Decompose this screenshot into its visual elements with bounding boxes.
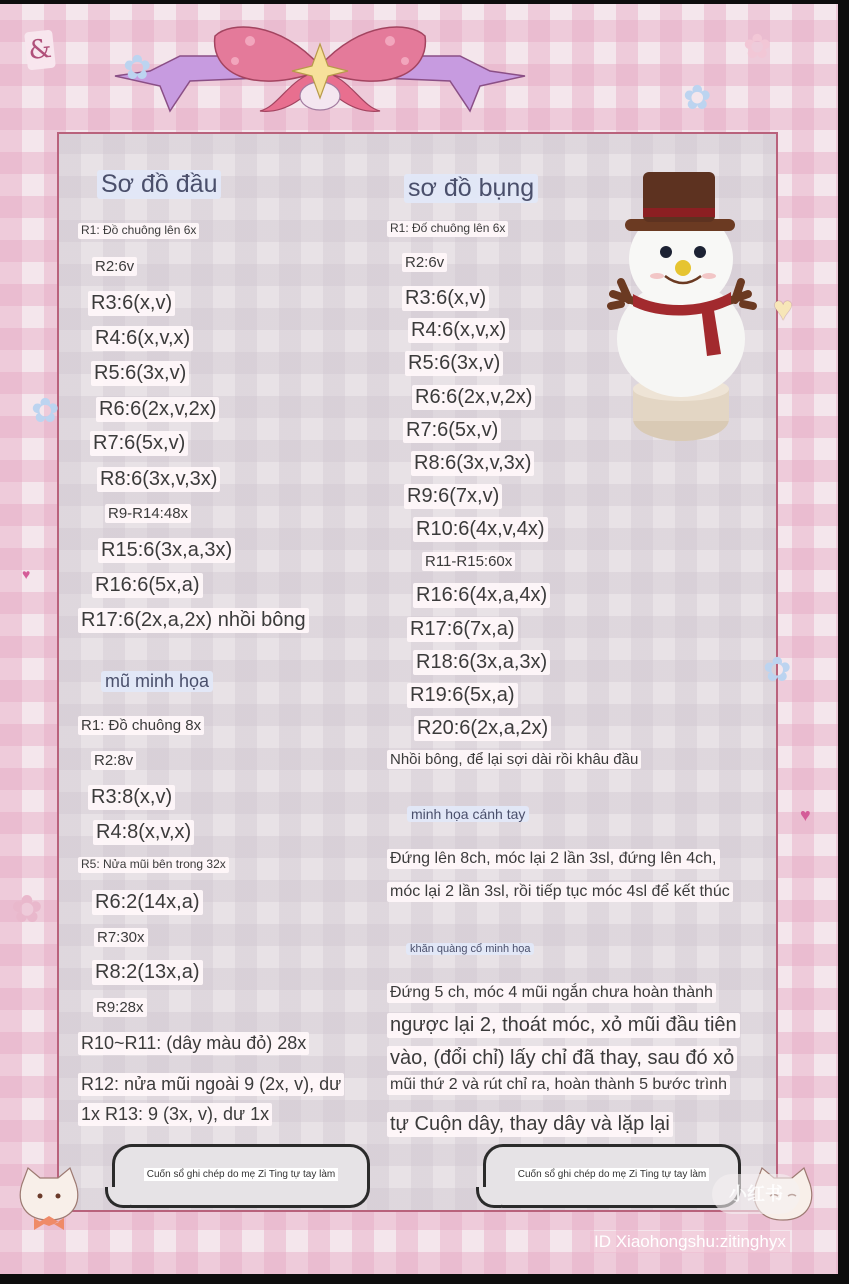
pattern-row: R10~R11: (dây màu đỏ) 28x (78, 1032, 309, 1055)
bubble-text: Cuốn sổ ghi chép do mẹ Zi Ting tự tay làm (515, 1168, 709, 1181)
speech-bubble-right (483, 1144, 741, 1208)
instruction-line: Đứng 5 ch, móc 4 mũi ngắn chưa hoàn thành (387, 983, 716, 1003)
pattern-row: R1: Đồ chuông 8x (78, 716, 204, 735)
flower-icon: ✿ (763, 651, 792, 689)
pattern-row: R2:6v (402, 253, 447, 272)
pattern-row: R17:6(2x,a,2x) nhồi bông (78, 608, 309, 633)
pattern-row: R3:6(x,v) (88, 291, 175, 316)
pattern-row: R6:6(2x,v,2x) (96, 397, 219, 422)
pattern-row: R20:6(2x,a,2x) (414, 716, 551, 741)
notebook-page (0, 4, 838, 1274)
pattern-row: R5:6(3x,v) (91, 361, 189, 386)
pattern-row: R10:6(4x,v,4x) (413, 517, 548, 542)
bow-ribbon-icon (110, 16, 530, 116)
head-pattern-title: Sơ đồ đầu (97, 170, 221, 199)
pattern-row: R9:28x (93, 998, 147, 1017)
instruction-line: vào, (đổi chỉ) lấy chỉ đã thay, sau đó xỏ (387, 1046, 737, 1071)
scarf-pattern-title: khăn quàng cổ minh họa (406, 943, 534, 955)
pattern-row: R4:8(x,v,x) (93, 820, 194, 845)
pattern-row: R19:6(5x,a) (407, 683, 518, 708)
flower-icon: ✿ (11, 889, 43, 931)
pattern-row: R3:6(x,v) (402, 286, 489, 311)
instruction-line: Đứng lên 8ch, móc lại 2 lần 3sl, đứng lên 4ch, (387, 849, 720, 869)
flower-icon: ✿ (743, 28, 772, 66)
heart-icon: ♥ (22, 566, 31, 582)
pattern-row: R2:8v (91, 751, 136, 770)
pattern-row: R2:6v (92, 257, 137, 276)
pattern-row: R3:8(x,v) (88, 785, 175, 810)
flower-icon: ✿ (683, 79, 712, 117)
pattern-row: R9-R14:48x (105, 504, 191, 523)
bubble-text: Cuốn sổ ghi chép do mẹ Zi Ting tự tay làm (144, 1168, 338, 1181)
flower-icon: ✿ (31, 392, 60, 430)
pattern-row: R8:6(3x,v,3x) (97, 467, 220, 492)
pattern-row: R7:6(5x,v) (403, 418, 501, 443)
pattern-row: R9:6(7x,v) (404, 484, 502, 509)
author-watermark: ID Xiaohongshu:zitinghyx (590, 1231, 790, 1253)
pattern-row: R16:6(4x,a,4x) (413, 583, 550, 608)
pattern-row: R4:6(x,v,x) (408, 318, 509, 343)
speech-bubble-left (112, 1144, 370, 1208)
heart-icon: ♥ (800, 805, 811, 825)
pattern-row: R12: nửa mũi ngoài 9 (2x, v), dư (78, 1073, 344, 1096)
snowman-photo (603, 164, 773, 444)
cat-icon (14, 1164, 84, 1234)
pattern-row: R5:6(3x,v) (405, 351, 503, 376)
pattern-row: R15:6(3x,a,3x) (98, 538, 235, 563)
pattern-row: R11-R15:60x (422, 552, 515, 571)
xiaohongshu-logo: 小红书 (712, 1174, 800, 1214)
instruction-line: ngược lại 2, thoát móc, xỏ mũi đầu tiên (387, 1013, 740, 1038)
heart-icon: ♥ (773, 290, 794, 328)
pattern-row: Nhồi bông, để lại sợi dài rồi khâu đầu (387, 750, 641, 769)
pattern-row: R17:6(7x,a) (407, 617, 518, 642)
hat-pattern-title: mũ minh họa (101, 671, 213, 692)
body-pattern-title: sơ đồ bụng (404, 174, 538, 203)
pattern-row: R1: Đồ chuông lên 6x (78, 223, 199, 239)
instruction-line: móc lại 2 lần 3sl, rồi tiếp tục móc 4sl để kết thúc (387, 882, 733, 902)
pattern-row: R7:30x (94, 928, 148, 947)
pattern-row: R6:2(14x,a) (92, 890, 203, 915)
pattern-row: R7:6(5x,v) (90, 431, 188, 456)
pattern-row: 1x R13: 9 (3x, v), dư 1x (78, 1103, 272, 1126)
instruction-line: tự Cuộn dây, thay dây và lặp lại (387, 1112, 673, 1137)
pattern-row: R4:6(x,v,x) (92, 326, 193, 351)
flower-icon: ✿ (123, 49, 152, 87)
ampersand-badge: & (24, 30, 56, 71)
pattern-row: R6:6(2x,v,2x) (412, 385, 535, 410)
arm-pattern-title: minh họa cánh tay (407, 806, 529, 822)
pattern-row: R8:6(3x,v,3x) (411, 451, 534, 476)
pattern-row: R18:6(3x,a,3x) (413, 650, 550, 675)
pattern-row: R16:6(5x,a) (92, 573, 203, 598)
instruction-line: mũi thứ 2 và rút chỉ ra, hoàn thành 5 bước trình (387, 1075, 730, 1095)
pattern-row: R5: Nửa mũi bên trong 32x (78, 857, 229, 873)
pattern-row: R8:2(13x,a) (92, 960, 203, 985)
pattern-row: R1: Đố chuông lên 6x (387, 221, 508, 237)
